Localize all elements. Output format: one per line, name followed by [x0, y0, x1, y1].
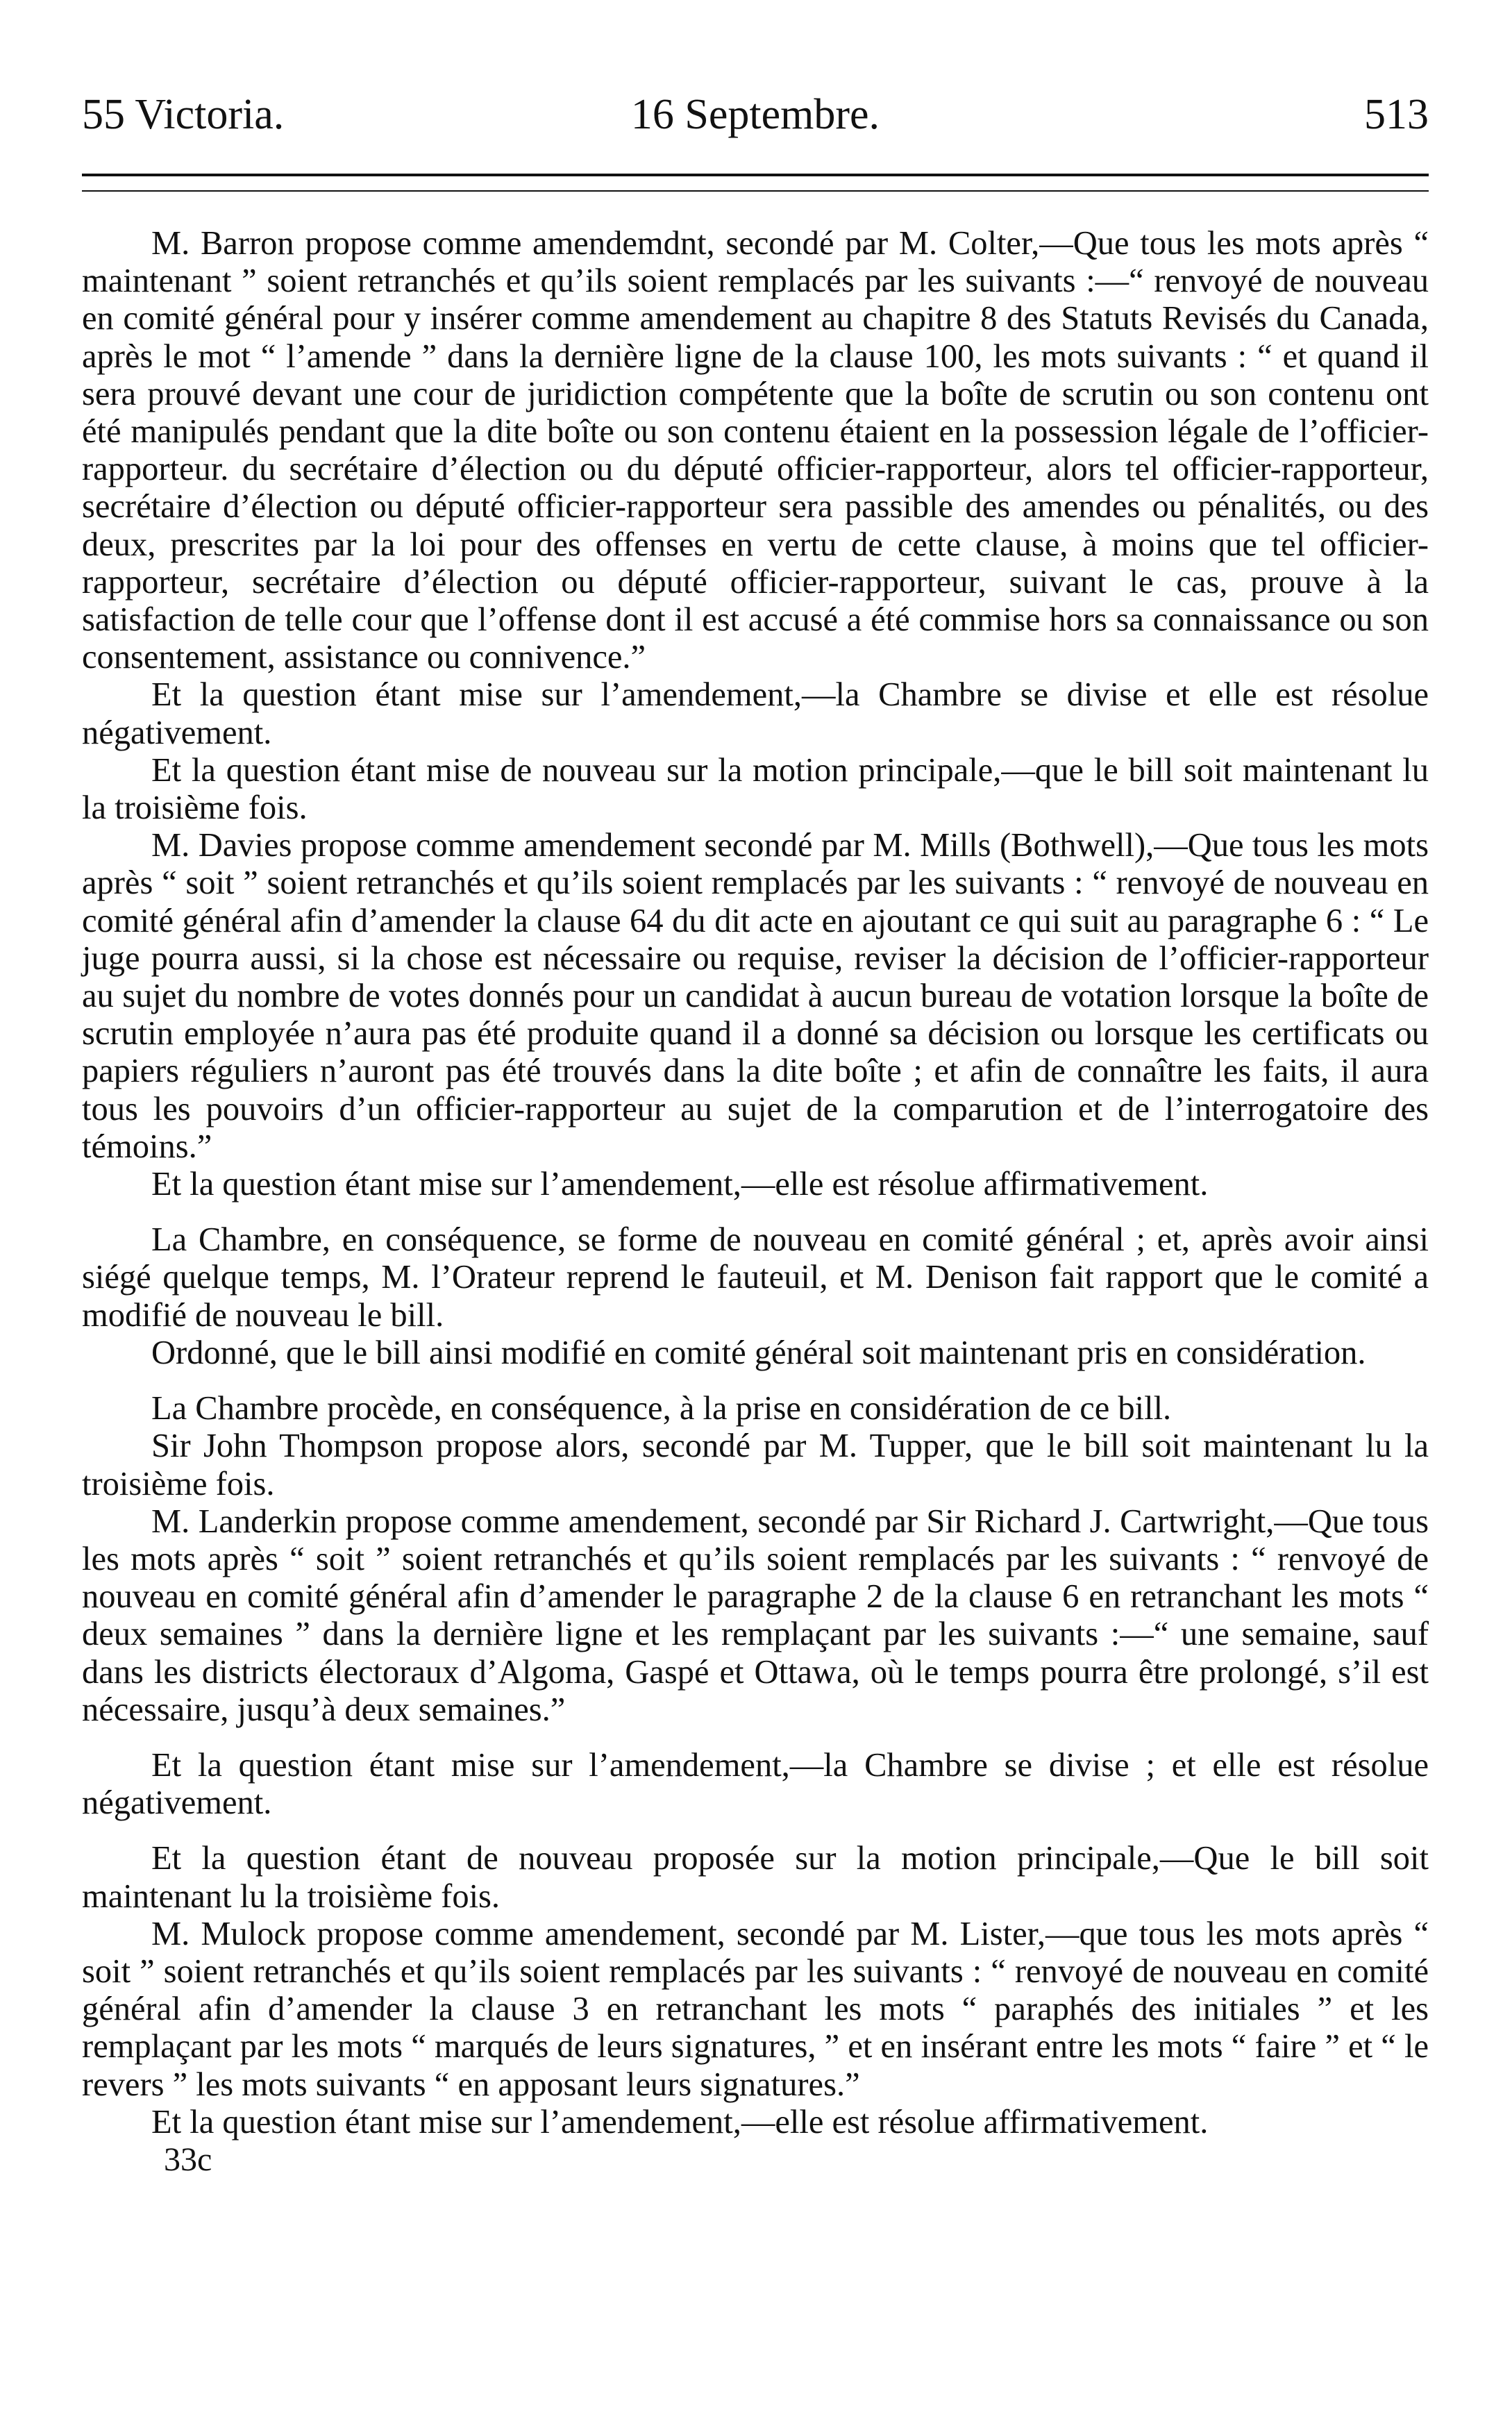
- paragraph-landerkin-amendment: M. Landerkin propose comme amendement, secondé par Sir Richard J. Cartwright,—Que tous les mots après “ soit ” soient retranchés et qu’ils soient remplacés par les suivants : “ renvoyé de nouveau en comité général afin d’amender le paragraphe 2 de la clause 6 en retranchant les mots “ deux semaines ” dans la dernière ligne et les remplaçant par les suivants :—“ une semaine, sauf dans les districts électoraux d’Algoma, Gaspé et Ottawa, où le temps pourra être prolongé, s’il est nécessaire, jusqu’à deux semaines.”: [82, 1502, 1429, 1728]
- paragraph-mulock-amendment: M. Mulock propose comme amendement, secondé par M. Lister,—que tous les mots après “ soit ” soient retranchés et qu’ils soient remplacés par les suivants : “ renvoyé de nouveau en comité général afin d’amender la clause 3 en retranchant les mots “ paraphés des initiales ” et les remplaçant par les mots “ marqués de leurs signatures, ” et en insérant entre les mots “ faire ” et “ le revers ” les mots suivants “ en apposant leurs signatures.”: [82, 1915, 1429, 2103]
- paragraph-division-negative-2: Et la question étant mise sur l’amendement,—la Chambre se divise ; et elle est résolue négativement.: [82, 1746, 1429, 1822]
- paragraph-barron-amendment: M. Barron propose comme amendemdnt, secondé par M. Colter,—Que tous les mots après “ maintenant ” soient retranchés et qu’ils soient remplacés par les suivants :—“ renvoyé de nouveau en comité général pour y insérer comme amendement au chapitre 8 des Statuts Revisés du Canada, après le mot “ l’amende ” dans la dernière ligne de la clause 100, les mots suivants : “ et quand il sera prouvé devant une cour de juridiction compétente que la boîte de scrutin ou son contenu ont été manipulés pendant que la dite boîte ou son contenu étaient en la possession légale de l’officier-rapporteur. du secrétaire d’élection ou du député officier-rapporteur, alors tel officier-rapporteur, secrétaire d’élection ou député officier-rapporteur sera passible des amendes ou pénalités, ou des deux, prescrites par la loi pour des offenses en vertu de cette clause, à moins que tel officier-rapporteur, secrétaire d’élection ou député officier-rapporteur, suivant le cas, prouve à la satisfaction de telle cour que l’offense dont il est accusé a été commise hors sa connaissance ou son consentement, assistance ou connivence.”: [82, 225, 1429, 676]
- journal-text: [82, 225, 1429, 2141]
- date-label: 16 Septembre.: [630, 91, 880, 138]
- paragraph-division-negative: Et la question étant mise sur l’amendement,—la Chambre se divise et elle est résolue négativement.: [82, 676, 1429, 751]
- paragraph-consideration: La Chambre procède, en conséquence, à la prise en considération de ce bill.: [151, 1390, 1172, 1427]
- paragraph-main-motion: Et la question étant mise de nouveau sur la motion principale,—que le bill soit maintenant lu la troisième fois.: [82, 751, 1429, 827]
- paragraph-ordered: Ordonné, que le bill ainsi modifié en comité général soit maintenant pris en considération.: [151, 1334, 1366, 1371]
- signature-mark: 33c: [164, 2141, 212, 2178]
- page-number: 513: [1364, 91, 1429, 138]
- paragraph-committee: La Chambre, en conséquence, se forme de nouveau en comité général ; et, après avoir ainsi siégé quelque temps, M. l’Orateur reprend le fauteuil, et M. Denison fait rapport que le comité a modifié de nouveau le bill.: [82, 1221, 1429, 1334]
- paragraph-thompson: Sir John Thompson propose alors, secondé par M. Tupper, que le bill soit maintenant lu la troisième fois.: [82, 1427, 1429, 1502]
- paragraph-main-motion-2: Et la question étant de nouveau proposée sur la motion principale,—Que le bill soit maintenant lu la troisième fois.: [82, 1840, 1429, 1915]
- paragraph-resolved-affirmative: Et la question étant mise sur l’amendement,—elle est résolue affirmativement.: [151, 1166, 1209, 1203]
- paragraph-resolved-affirmative-2: Et la question étant mise sur l’amendement,—elle est résolue affirmativement.: [151, 2103, 1209, 2141]
- volume-label: 55 Victoria.: [82, 91, 285, 138]
- header-double-rule: [82, 174, 1429, 192]
- paragraph-davies-amendment: M. Davies propose comme amendement secondé par M. Mills (Bothwell),—Que tous les mots après “ soit ” soient retranchés et qu’ils soient remplacés par les suivants : “ renvoyé de nouveau en comité général afin d’amender la clause 64 du dit acte en ajoutant ce qui suit au paragraphe 6 : “ Le juge pourra aussi, si la chose est nécessaire ou requise, reviser la décision de l’officier-rapporteur au sujet du nombre de votes donnés pour un candidat à aucun bureau de votation lorsque la boîte de scrutin employée n’aura pas été produite quand il a donné sa décision ou lorsque les certificats ou papiers réguliers n’auront pas été trouvés dans la dite boîte ; et afin de connaître les faits, il aura tous les pouvoirs d’un officier-rapporteur au sujet de la comparution et de l’interrogatoire des témoins.”: [82, 827, 1429, 1165]
- document-page: [82, 83, 1429, 2375]
- running-header: [82, 83, 1429, 146]
